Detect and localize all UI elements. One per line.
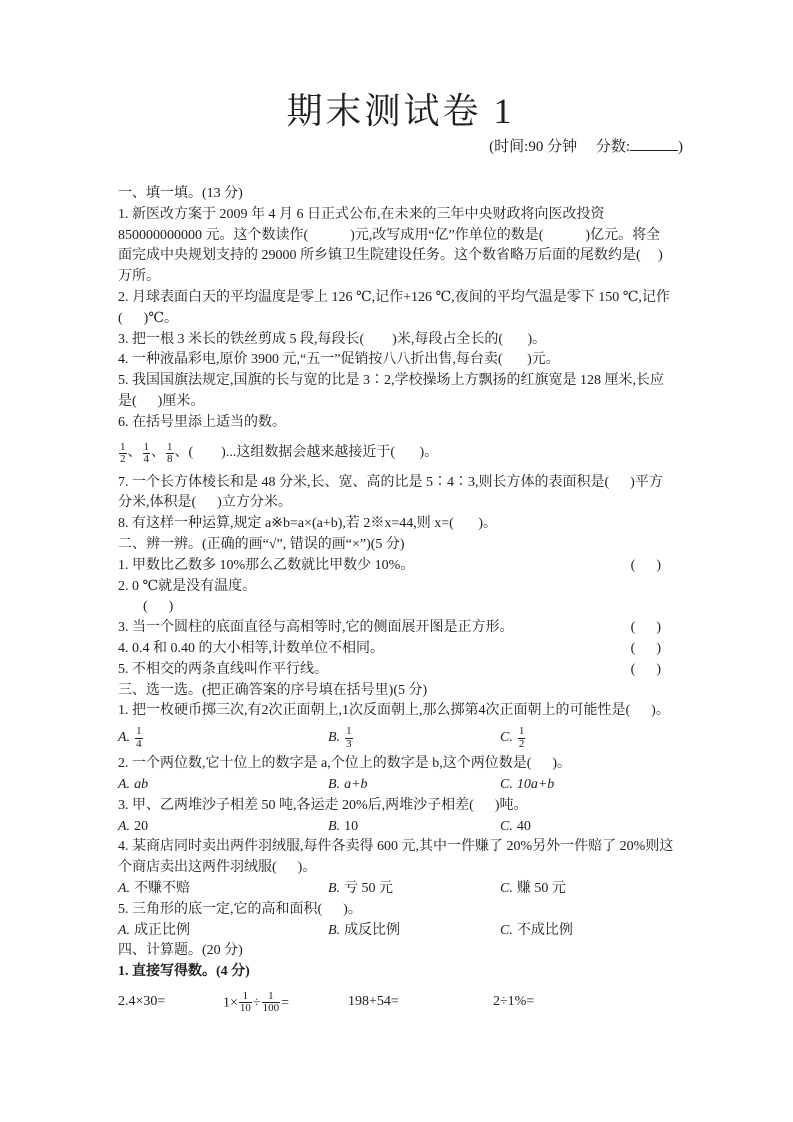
s2-item-5-text: 5. 不相交的两条直线叫作平行线。: [118, 661, 328, 677]
paper-meta: [118, 136, 683, 158]
s1-q6-rest: ( )...这组数据会越来越接近于( )。: [188, 445, 439, 461]
s2-item-3-answer-paren: ( ): [630, 620, 661, 636]
s2-item-2-text: 2. 0 ℃就是没有温度。: [118, 578, 257, 594]
option-a: A. 成正比例: [118, 922, 191, 938]
option-b: B. 10: [328, 818, 359, 834]
page-title: 期末测试卷 1: [286, 91, 515, 131]
s3-q2-options: [118, 775, 683, 796]
s1-q6-intro: 6. 在括号里添上适当的数。: [118, 414, 286, 430]
option-a: A. $\frac{1}{4}$: [118, 725, 142, 750]
fraction-one-half: $\frac{1}{2}$: [518, 725, 525, 750]
fraction-one-hundredth: $\frac{1}{100}$: [262, 989, 280, 1015]
s3-q3-options: [118, 817, 683, 838]
s2-item-2-answer-line: [118, 597, 683, 618]
s2-item-4: [118, 639, 683, 660]
s1-q2-line2: ( )℃。: [118, 310, 178, 326]
option-b: B. a+b: [328, 776, 368, 792]
paper-body: [118, 184, 683, 1019]
s1-q3: 3. 把一根 3 米长的铁丝剪成 5 段,每段长( )米,每段占全长的( )。: [118, 331, 547, 347]
s3-q4-line2: 个商店卖出这两件羽绒服( )。: [118, 860, 317, 876]
s2-item-4-text: 4. 0.4 和 0.40 的大小相等,计数单位不相同。: [118, 640, 384, 656]
s1-q8: 8. 有这样一种运算,规定 a※b=a×(a+b),若 2※x=44,则 x=( )。: [118, 516, 497, 532]
score-blank-line: [630, 136, 678, 151]
s1-q1-line1: 1. 新医改方案于 2009 年 4 月 6 日正式公布,在未来的三年中央财政将向医改投资: [118, 206, 605, 222]
meta-time-score-label: (时间:90 分钟 分数:: [489, 139, 630, 155]
fraction-one-quarter: $\frac{1}{4}$: [143, 440, 149, 466]
option-c: C. 不成比例: [500, 922, 573, 938]
option-a: A. 不赚不赔: [118, 880, 191, 896]
s1-q1-line4: 万所。: [118, 269, 160, 285]
s2-item-2: [118, 577, 683, 598]
s2-item-1: [118, 556, 683, 577]
s2-item-3-text: 3. 当一个圆柱的底面直径与高相等时,它的侧面展开图是正方形。: [118, 620, 514, 636]
section4-heading: 四、计算题。(20 分): [118, 943, 243, 959]
option-a: A. 20: [118, 818, 149, 834]
fraction-one-eighth: $\frac{1}{8}$: [167, 440, 173, 466]
option-b: B. 成反比例: [328, 922, 401, 938]
meta-close-paren: ): [678, 139, 683, 155]
s4-sub1-heading: 1. 直接写得数。(4 分): [118, 964, 250, 980]
option-c: C. 10a+b: [500, 776, 555, 792]
s2-item-4-answer-paren: ( ): [630, 640, 661, 656]
fraction-one-quarter: $\frac{1}{4}$: [136, 725, 142, 750]
calc-expression-2: 1× $\frac{1}{10}$ ÷ $\frac{1}{100}$ =: [223, 989, 289, 1015]
calc-expression-3: 198+54=: [348, 994, 399, 1010]
s1-q1-line2: 850000000000 元。这个数读作( )元,改写成用“亿”作单位的数是( )亿元。将全: [118, 227, 661, 243]
s3-q5-options: [118, 921, 683, 942]
s1-q7-line1: 7. 一个长方体棱长和是 48 分米,长、宽、高的比是 5∶4∶3,则长方体的表面积是( )平方: [118, 474, 663, 490]
s2-item-5-answer-paren: ( ): [630, 661, 661, 677]
option-c: C. 40: [500, 818, 531, 834]
fraction-one-half: $\frac{1}{2}$: [120, 440, 126, 466]
s4-calc-row: [118, 987, 683, 1019]
s2-item-3: [118, 618, 683, 639]
fraction-one-tenth: $\frac{1}{10}$: [239, 989, 251, 1015]
option-b: B. 亏 50 元: [328, 880, 394, 896]
sequence-separator: 、: [127, 445, 142, 461]
s3-q4-options: [118, 879, 683, 900]
s2-item-1-text: 1. 甲数比乙数多 10%那么乙数就比甲数少 10%。: [118, 557, 415, 573]
s1-q4: 4. 一种液晶彩电,原价 3900 元,“五一”促销按八八折出售,每台卖( )元。: [118, 352, 560, 368]
s3-q1: 1. 把一枚硬币掷三次,有2次正面朝上,1次反面朝上,那么掷第4次正面朝上的可能性是( )。: [118, 703, 670, 719]
sequence-separator: 、: [151, 445, 165, 461]
fraction-one-third: $\frac{1}{3}$: [346, 725, 352, 750]
option-b: B. $\frac{1}{3}$: [328, 725, 352, 750]
s3-q2: 2. 一个两位数,它十位上的数字是 a,个位上的数字是 b,这个两位数是( )。: [118, 756, 572, 772]
s3-q1-options: [118, 722, 683, 754]
s1-q6-sequence: [118, 439, 683, 469]
option-c: C. $\frac{1}{2}$: [500, 725, 525, 750]
option-c: C. 赚 50 元: [500, 880, 566, 896]
section3-heading: 三、选一选。(把正确答案的序号填在括号里)(5 分): [118, 682, 428, 698]
calc-expression-1: 2.4×30=: [118, 994, 166, 1010]
s1-q5-line2: 是( )厘米。: [118, 393, 205, 409]
section1-heading: 一、填一填。(13 分): [118, 186, 243, 201]
s1-q5-line1: 5. 我国国旗法规定,国旗的长与宽的比是 3∶2,学校操场上方飘扬的红旗宽是 128 厘米,长应: [118, 373, 664, 389]
s1-q2-line1: 2. 月球表面白天的平均温度是零上 126 ℃,记作+126 ℃,夜间的平均气温是零下 150 ℃,记作: [118, 289, 670, 305]
s3-q5: 5. 三角形的底一定,它的高和面积( )。: [118, 901, 362, 917]
option-a: A. ab: [118, 776, 149, 792]
s1-q7-line2: 分米,体积是( )立方分米。: [118, 495, 292, 511]
s1-q1-line3: 面完成中央规划支持的 29000 所乡镇卫生院建设任务。这个数省略万后面的尾数约是( ): [118, 248, 663, 264]
s3-q4-line1: 4. 某商店同时卖出两件羽绒服,每件各卖得 600 元,其中一件赚了 20%另外一件赔了 20%则这: [118, 839, 674, 855]
calc-expression-4: 2÷1%=: [493, 994, 535, 1010]
s3-q3: 3. 甲、乙两堆沙子相差 50 吨,各运走 20%后,两堆沙子相差( )吨。: [118, 797, 528, 813]
sequence-separator: 、: [174, 445, 189, 461]
s2-item-2-answer-paren: ( ): [143, 599, 174, 615]
s2-item-5: [118, 660, 683, 681]
section2-heading: 二、辨一辨。(正确的画“√”, 错误的画“×”)(5 分): [118, 536, 405, 552]
s2-item-1-answer-paren: ( ): [630, 557, 661, 573]
